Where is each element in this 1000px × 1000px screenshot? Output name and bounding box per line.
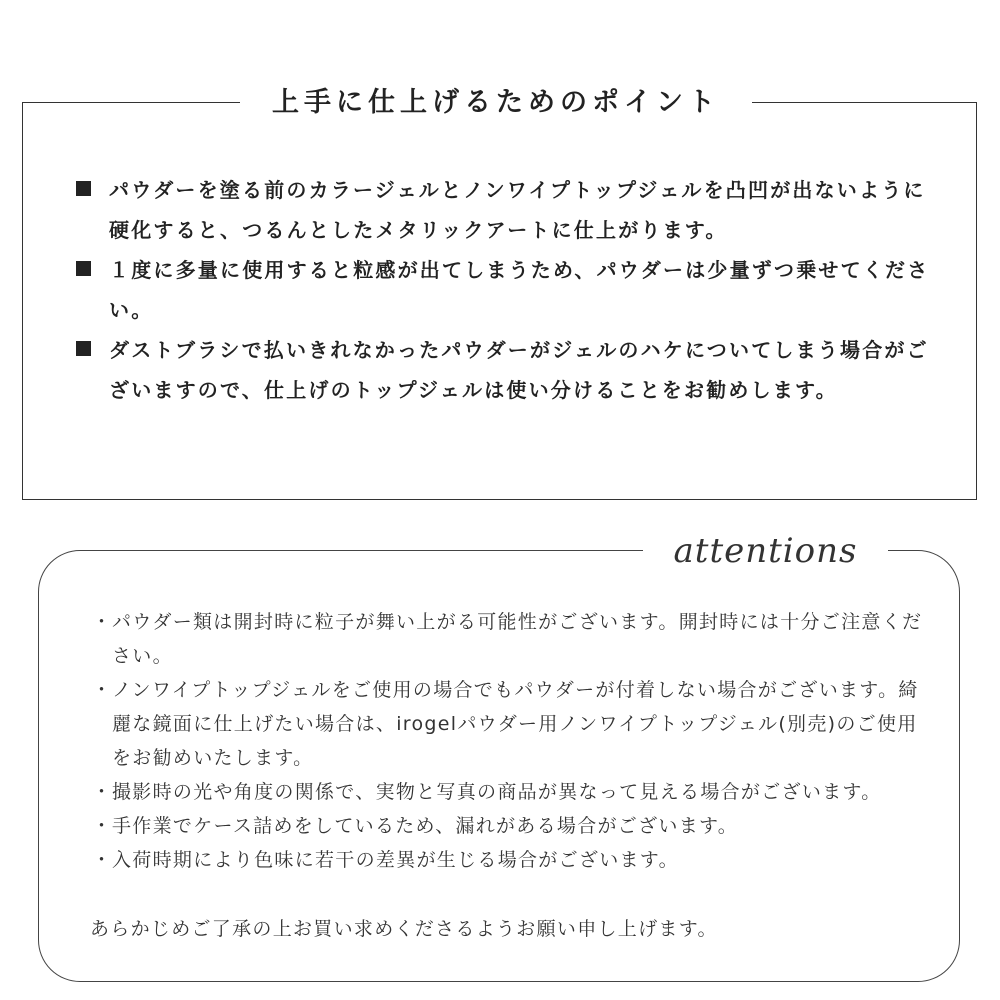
- point-text: ダストブラシで払いきれなかったパウダーがジェルのハケについてしまう場合がございますので、仕上げのトップジェルは使い分けることをお勧めします。: [109, 338, 929, 402]
- attention-text: 撮影時の光や角度の関係で、実物と写真の商品が異なって見える場合がございます。: [112, 781, 882, 803]
- square-bullet-icon: [76, 261, 91, 276]
- attention-item: [90, 775, 930, 809]
- attention-item: [90, 809, 930, 843]
- attention-item: [90, 673, 930, 775]
- attentions-closing: あらかじめご了承の上お買い求めくださるようお願い申し上げます。: [90, 918, 718, 940]
- dot-bullet: ・: [92, 815, 113, 837]
- points-list: [74, 170, 934, 410]
- point-item: [74, 250, 934, 330]
- point-item: [74, 330, 934, 410]
- points-title: 上手に仕上げるためのポイント: [240, 84, 752, 122]
- attention-item: [90, 605, 930, 673]
- attentions-list: [90, 605, 930, 877]
- dot-bullet: ・: [92, 781, 113, 803]
- point-text: パウダーを塗る前のカラージェルとノンワイプトップジェルを凸凹が出ないように硬化すると、つるんとしたメタリックアートに仕上がります。: [109, 178, 926, 242]
- square-bullet-icon: [76, 341, 91, 356]
- attention-text: ノンワイプトップジェルをご使用の場合でもパウダーが付着しない場合がございます。綺麗な鏡面に仕上げたい場合は、irogelパウダー用ノンワイプトップジェル(別売)のご使用をお勧めいたします。: [112, 679, 919, 769]
- attentions-title: attentions: [643, 528, 888, 574]
- attention-item: [90, 843, 930, 877]
- square-bullet-icon: [76, 181, 91, 196]
- attention-text: 入荷時期により色味に若干の差異が生じる場合がございます。: [112, 849, 679, 871]
- attention-text: 手作業でケース詰めをしているため、漏れがある場合がございます。: [112, 815, 739, 837]
- attention-text: パウダー類は開封時に粒子が舞い上がる可能性がございます。開封時には十分ご注意ください。: [112, 611, 923, 667]
- point-item: [74, 170, 934, 250]
- dot-bullet: ・: [92, 611, 113, 633]
- dot-bullet: ・: [92, 679, 113, 701]
- point-text: １度に多量に使用すると粒感が出てしまうため、パウダーは少量ずつ乗せてください。: [109, 258, 930, 322]
- dot-bullet: ・: [92, 849, 113, 871]
